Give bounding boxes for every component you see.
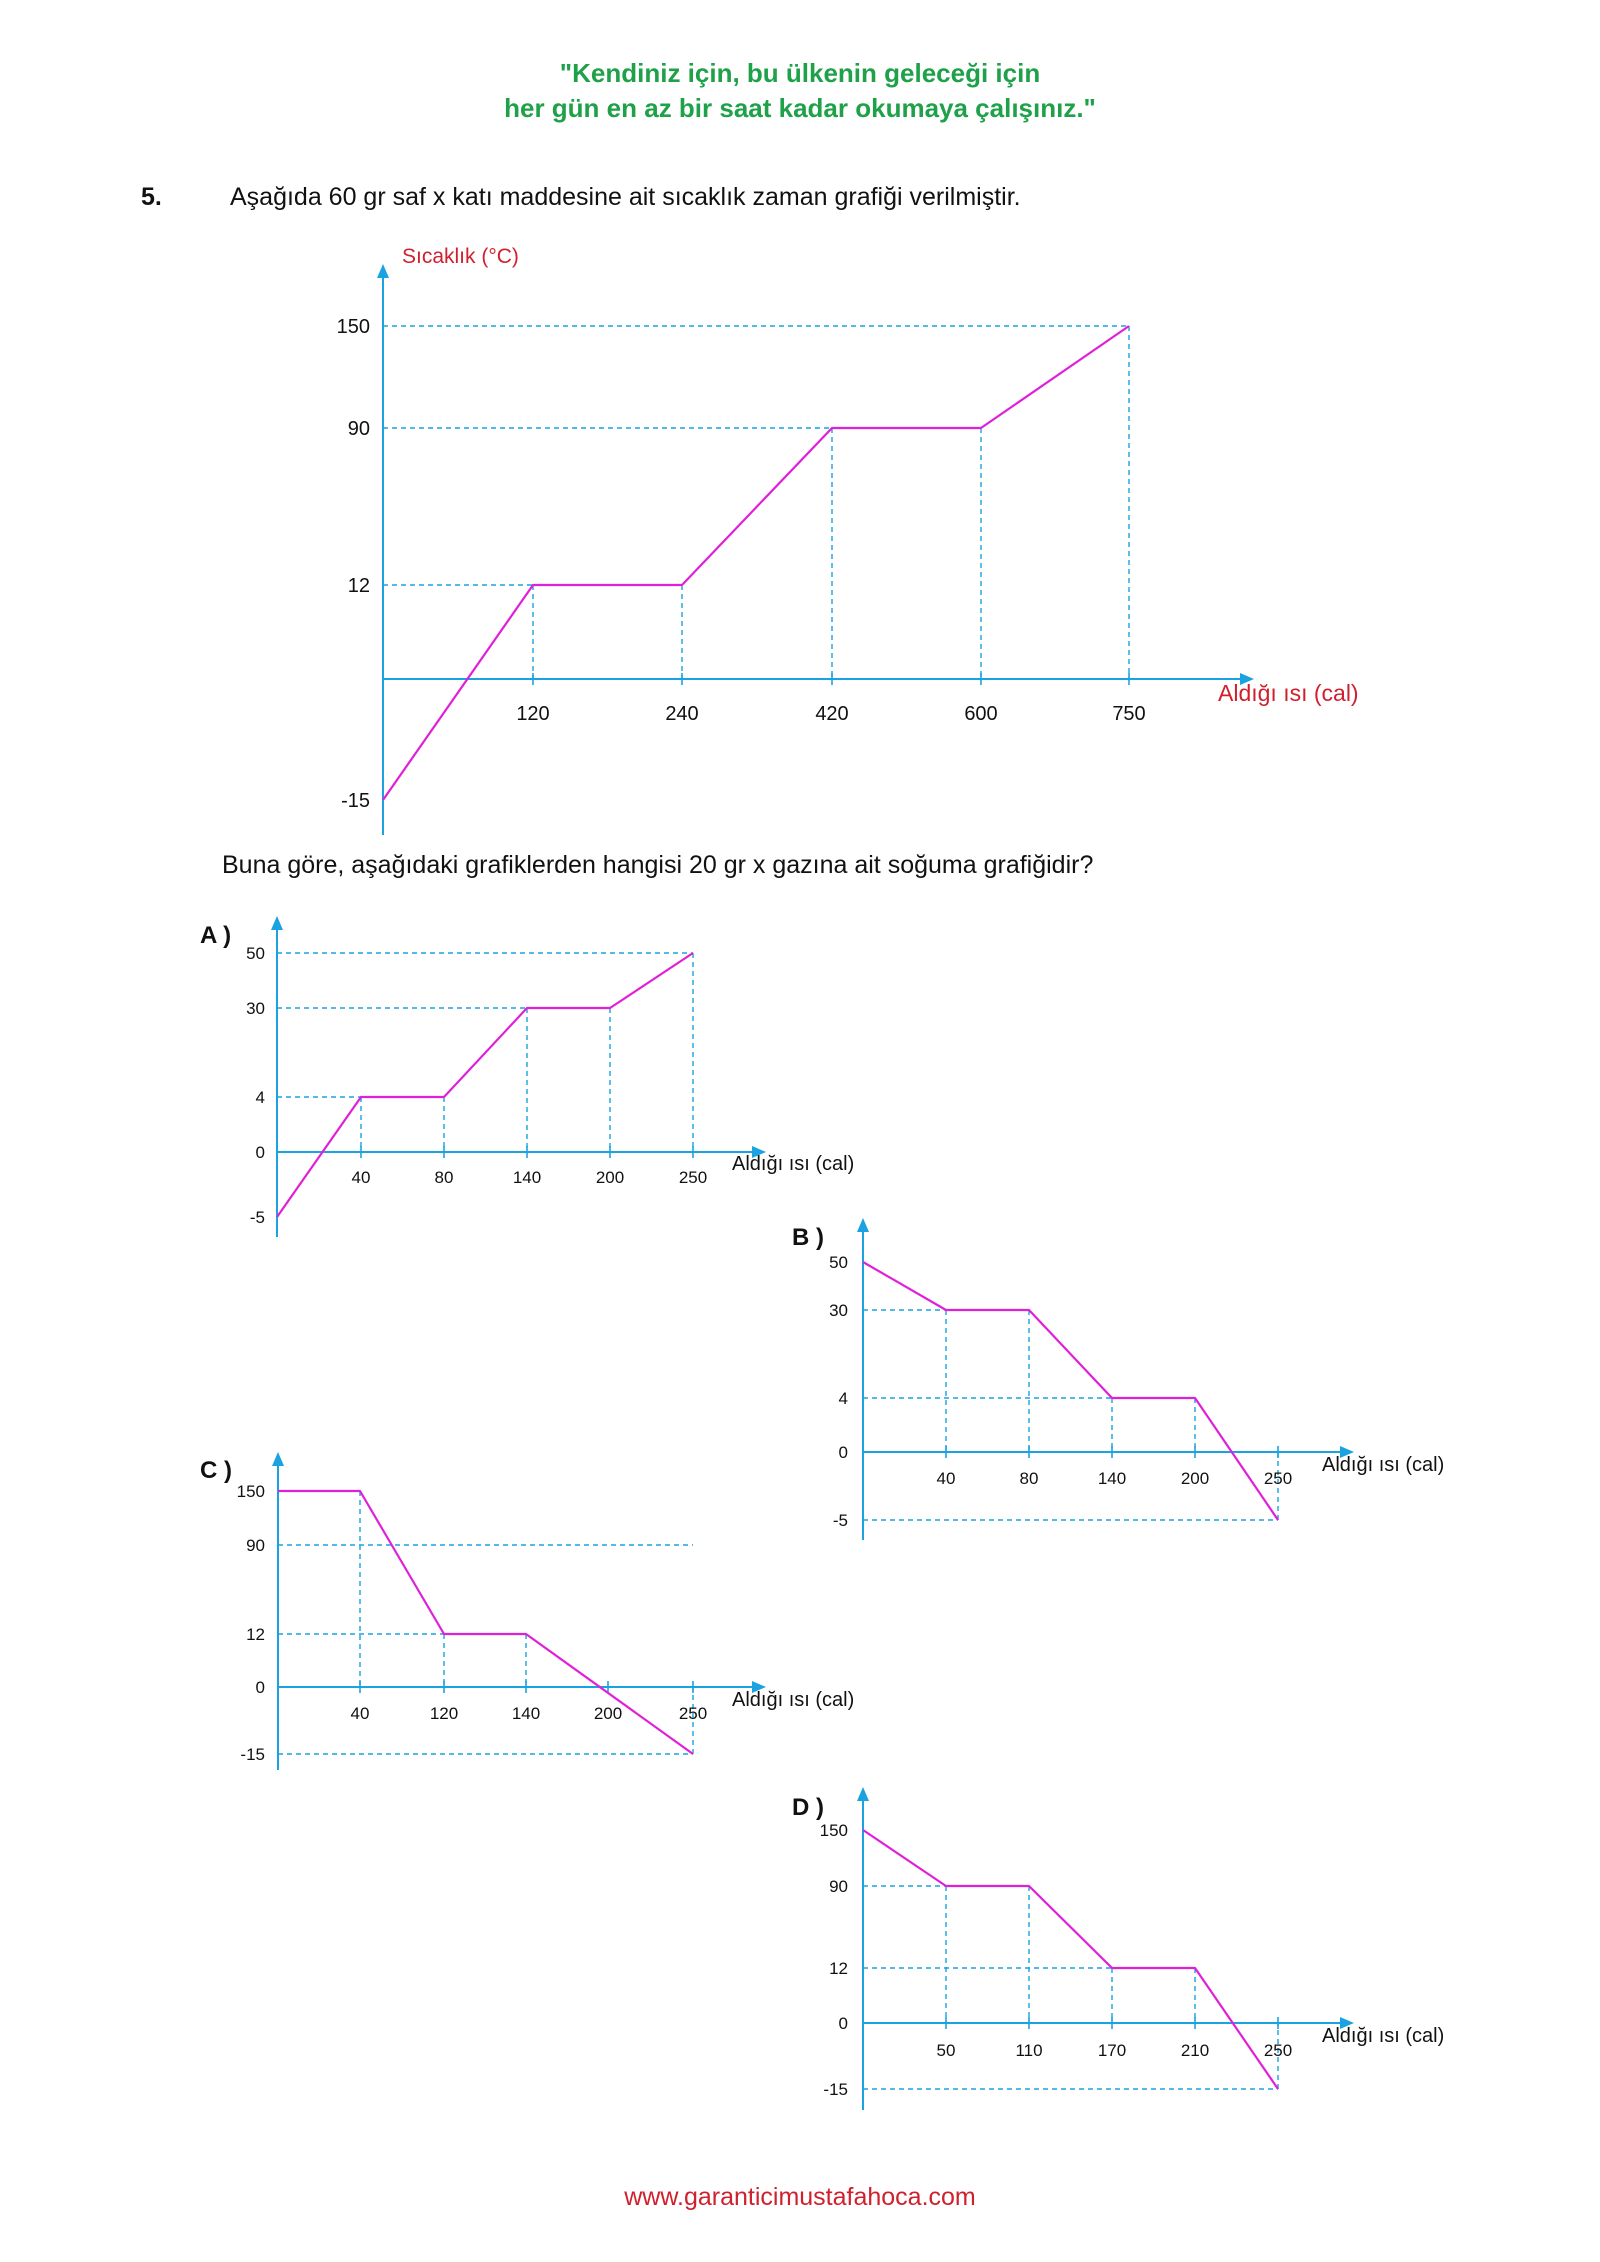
chart-b-y-axis-arrow [857, 1218, 869, 1232]
footer-website: www.garanticimustafahoca.com [624, 2183, 976, 2211]
chart-d-y-axis-arrow [857, 1787, 869, 1801]
chart-a-x-axis-label: Aldığı ısı (cal) [732, 1153, 855, 1175]
chart-a-y-axis-arrow [271, 916, 283, 930]
chart-d-x-tick-label-1: 110 [1015, 2041, 1043, 2060]
chart-b-y-tick-label-3: 0 [838, 1442, 848, 1462]
chart-a-x-tick-label-0: 40 [351, 1168, 371, 1187]
chart-d-x-axis-label: Aldığı ısı (cal) [1322, 2025, 1445, 2047]
chart-c-y-tick-label-2: 12 [246, 1624, 265, 1644]
chart-a-y-tick-label-2: 4 [255, 1087, 265, 1107]
chart-a-x-tick-label-1: 80 [434, 1168, 454, 1187]
chart-b-x-tick-label-4: 250 [1263, 1469, 1293, 1488]
chart-c-x-tick-label-1: 120 [429, 1704, 459, 1723]
chart-b-y-tick-label-2: 4 [838, 1388, 848, 1408]
chart-a-x-tick-label-4: 250 [678, 1168, 708, 1187]
option-label-d: D ) [792, 1794, 824, 1821]
chart-main-y-tick-label-0: 150 [336, 316, 370, 338]
chart-a-y-tick-label-4: -5 [249, 1207, 265, 1227]
chart-c-x-tick-label-4: 250 [678, 1704, 708, 1723]
chart-main-y-axis-arrow [377, 264, 389, 278]
chart-c-y-tick-label-3: 0 [255, 1677, 265, 1697]
chart-main-x-tick-label-3: 600 [964, 703, 998, 725]
chart-b-x-axis-label: Aldığı ısı (cal) [1322, 1454, 1445, 1476]
chart-d-x-tick-label-0: 50 [936, 2041, 956, 2060]
chart-main-x-tick-label-4: 750 [1112, 703, 1146, 725]
option-label-c: C ) [200, 1457, 232, 1484]
chart-c-x-tick-label-3: 200 [593, 1704, 623, 1723]
chart-main-x-tick-label-0: 120 [516, 703, 550, 725]
chart-a-y-tick-label-0: 50 [246, 943, 265, 963]
chart-main-y-axis-label: Sıcaklık (°C) [402, 245, 519, 268]
chart-main-series-line [383, 326, 1129, 800]
option-label-a: A ) [200, 922, 232, 949]
option-label-b: B ) [792, 1224, 824, 1251]
question-text: Aşağıda 60 gr saf x katı maddesine ait sıcaklık zaman grafiği verilmiştir. [230, 183, 1021, 211]
chart-d-x-tick-label-3: 210 [1180, 2041, 1210, 2060]
chart-d-series-line [863, 1830, 1278, 2089]
chart-c-x-axis-label: Aldığı ısı (cal) [732, 1689, 855, 1711]
chart-d-x-tick-label-2: 170 [1097, 2041, 1127, 2060]
chart-c-y-axis-arrow [272, 1452, 284, 1466]
chart-main-y-tick-label-1: 90 [347, 418, 370, 440]
chart-b-x-tick-label-1: 80 [1019, 1469, 1039, 1488]
chart-a-y-tick-label-3: 0 [255, 1142, 265, 1162]
chart-a-x-tick-label-2: 140 [512, 1168, 542, 1187]
chart-a-series-line [277, 953, 693, 1217]
chart-b-x-tick-label-0: 40 [936, 1469, 956, 1488]
chart-b-y-tick-label-1: 30 [829, 1300, 848, 1320]
chart-d-y-tick-label-2: 12 [829, 1958, 848, 1978]
chart-d-y-tick-label-4: -15 [823, 2079, 848, 2099]
chart-d-y-tick-label-0: 150 [819, 1820, 848, 1840]
chart-main-x-tick-label-2: 420 [815, 703, 849, 725]
chart-main-y-tick-label-2: 12 [347, 575, 370, 597]
chart-c-series-line [278, 1491, 693, 1754]
chart-d-y-tick-label-1: 90 [829, 1876, 848, 1896]
chart-b-series-line [863, 1262, 1278, 1520]
chart-d-x-tick-label-4: 250 [1263, 2041, 1293, 2060]
chart-b-x-tick-label-3: 200 [1180, 1469, 1210, 1488]
chart-a-y-tick-label-1: 30 [246, 998, 265, 1018]
chart-b-y-tick-label-0: 50 [829, 1252, 848, 1272]
question-number: 5. [141, 183, 162, 211]
header-quote-line-1: "Kendiniz için, bu ülkenin geleceği için [559, 58, 1041, 88]
chart-c-y-tick-label-4: -15 [240, 1744, 265, 1764]
chart-main-y-tick-label-3: -15 [341, 790, 370, 812]
chart-main-x-tick-label-1: 240 [665, 703, 699, 725]
chart-c-y-tick-label-0: 150 [236, 1481, 265, 1501]
chart-main-x-axis-label: Aldığı ısı (cal) [1218, 680, 1359, 706]
chart-c-x-tick-label-0: 40 [350, 1704, 370, 1723]
chart-a-x-tick-label-3: 200 [595, 1168, 625, 1187]
question-prompt: Buna göre, aşağıdaki grafiklerden hangisi 20 gr x gazına ait soğuma grafiğidir? [222, 851, 1094, 879]
chart-b-x-tick-label-2: 140 [1097, 1469, 1127, 1488]
header-quote-line-2: her gün en az bir saat kadar okumaya çalışınız." [504, 93, 1096, 123]
chart-b-y-tick-label-4: -5 [832, 1510, 848, 1530]
chart-c-x-tick-label-2: 140 [511, 1704, 541, 1723]
chart-c-y-tick-label-1: 90 [246, 1535, 265, 1555]
chart-d-y-tick-label-3: 0 [838, 2013, 848, 2033]
